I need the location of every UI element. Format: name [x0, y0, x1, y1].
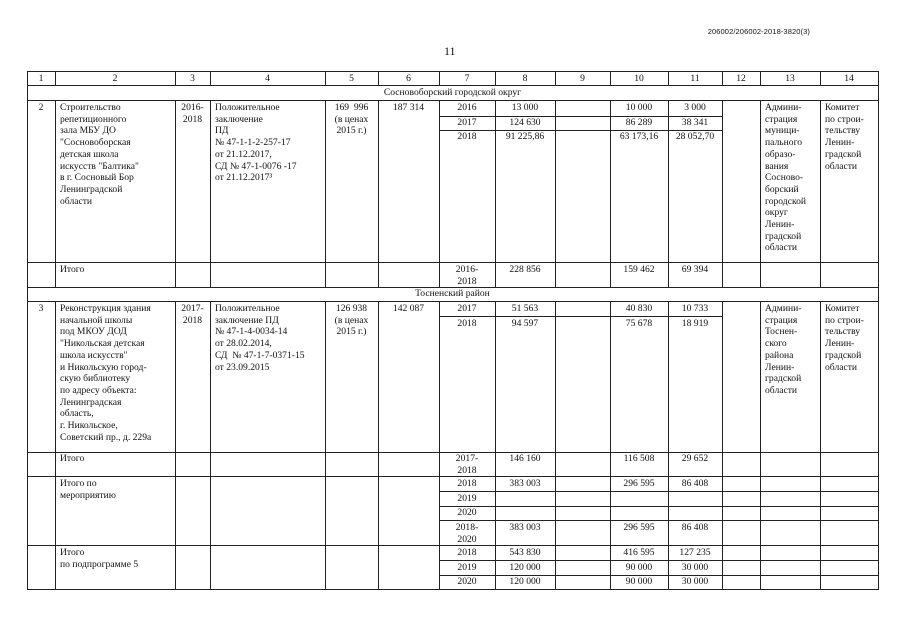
column-number-12: 12	[736, 73, 746, 84]
total-amount: 228 856	[509, 264, 541, 275]
amount-total: 124 630	[509, 117, 541, 128]
year: 2019	[457, 562, 477, 573]
total-event-label: Итого по мероприятию	[60, 478, 116, 501]
executor: Комитет по строи- тельству Ленин- градской области	[825, 102, 864, 172]
amount-regional: 86 289	[625, 117, 653, 128]
year: 2016	[457, 102, 477, 113]
amount-regional: 75 678	[625, 318, 653, 329]
amount-regional: 296 595	[623, 478, 655, 489]
amount-regional: 416 595	[623, 547, 655, 558]
column-number-1: 1	[38, 73, 44, 84]
table-rule	[210, 100, 211, 287]
table-rule	[439, 506, 879, 507]
total-subprogram-label: Итого по подпрограмме 5	[60, 547, 139, 570]
amount-total: 120 000	[509, 562, 541, 573]
section-title-sosnovoborsky: Сосновоборский городской округ	[383, 87, 522, 98]
amount-regional: 10 000	[625, 102, 653, 113]
column-number-13: 13	[785, 73, 795, 84]
table-rule	[378, 100, 379, 287]
amount-regional: 90 000	[625, 562, 653, 573]
year: 2017	[457, 117, 477, 128]
table-rule	[27, 262, 879, 263]
amount-regional: 63 173,16	[619, 131, 659, 142]
estimated-cost: 126 938 (в ценах 2015 г.)	[334, 303, 369, 338]
amount-local: 127 235	[679, 547, 711, 558]
row-number: 3	[38, 303, 44, 314]
amount-total: 13 000	[511, 102, 539, 113]
amount-local: 18 919	[681, 318, 709, 329]
document-id: 206002/206002-2018-3820(3)	[707, 27, 810, 36]
project-documents: Положительное заключение ПД № 47-1-4-0034-14 от 28.02.2014, СД № 47-1-7-0371-15 от 23.09.2015	[215, 303, 305, 373]
amount-total: 94 597	[511, 318, 539, 329]
executor: Комитет по строи- тельству Ленин- градской области	[825, 303, 864, 373]
total-years: 2017- 2018	[455, 453, 479, 476]
table-rule	[175, 100, 176, 287]
year: 2018	[457, 318, 477, 329]
table-rule	[555, 100, 556, 287]
year: 2017	[457, 303, 477, 314]
total-regional: 159 462	[623, 264, 655, 275]
amount-total: 383 003	[509, 522, 541, 533]
amount-local: 38 341	[681, 117, 709, 128]
amount-total: 51 563	[511, 303, 539, 314]
year: 2018	[457, 547, 477, 558]
column-6-value: 187 314	[392, 102, 425, 113]
year: 2018	[457, 131, 477, 142]
amount-local: 3 000	[684, 102, 706, 113]
year: 2018- 2020	[455, 522, 479, 545]
amount-regional: 296 595	[623, 522, 655, 533]
amount-total: 91 225,86	[505, 131, 545, 142]
column-number-10: 10	[634, 73, 644, 84]
total-local: 29 652	[681, 453, 709, 464]
table-rule	[27, 589, 879, 590]
table-rule	[878, 71, 879, 589]
amount-total: 383 003	[509, 478, 541, 489]
column-6-value: 142 087	[392, 303, 425, 314]
table-rule	[55, 100, 56, 287]
column-number-8: 8	[522, 73, 528, 84]
table-rule	[27, 301, 879, 302]
amount-total: 120 000	[509, 576, 541, 587]
table-rule	[439, 560, 879, 561]
total-amount: 146 160	[509, 453, 541, 464]
page-number: 11	[444, 44, 456, 58]
table-rule	[439, 316, 723, 317]
customer: Админи- страция Тоснен- ского района Ленин- градской области	[765, 303, 802, 396]
amount-local: 28 052,70	[675, 131, 715, 142]
table-rule	[439, 520, 879, 521]
column-number-9: 9	[580, 73, 585, 84]
row-number: 2	[38, 102, 44, 113]
amount-local: 30 000	[681, 562, 709, 573]
year: 2020	[457, 507, 477, 518]
column-number-7: 7	[464, 73, 470, 84]
year: 2018	[457, 478, 477, 489]
year: 2020	[457, 576, 477, 587]
amount-local: 86 408	[681, 478, 709, 489]
amount-regional: 90 000	[625, 576, 653, 587]
construction-period: 2017- 2018	[181, 303, 204, 326]
total-label: Итого	[60, 264, 85, 275]
column-number-3: 3	[190, 73, 195, 84]
construction-period: 2016- 2018	[181, 102, 204, 125]
estimated-cost: 169 996 (в ценах 2015 г.)	[334, 102, 369, 137]
object-name: Строительство репетиционного зала МБУ ДО "Сосновоборская детская школа искусств "Балтика" в г. Сосновый Бор Ленинградской области	[60, 102, 139, 207]
column-number-5: 5	[349, 73, 354, 84]
column-number-11: 11	[690, 73, 700, 84]
amount-total: 543 830	[509, 547, 541, 558]
object-name: Реконструкция здания начальной школы под МКОУ ДОД "Никольская детская школа искусств" и Никольскую город- скую библиотеку по адресу объекта: Ленинградская область, г. Никольское, Советский пр., д. 229а	[60, 303, 152, 443]
amount-local: 10 733	[681, 303, 709, 314]
total-years: 2016- 2018	[455, 264, 479, 287]
year: 2019	[457, 493, 477, 504]
total-regional: 116 508	[623, 453, 655, 464]
customer: Админи- страция муници- пального образо- вания Сосново- борский городской округ Ленин- градской области	[765, 102, 807, 254]
table-rule	[27, 100, 879, 101]
table-rule	[760, 100, 761, 287]
table-rule	[27, 71, 879, 72]
column-number-4: 4	[265, 73, 270, 84]
table-rule	[27, 71, 28, 589]
total-label: Итого	[60, 453, 85, 464]
table-rule	[27, 85, 879, 86]
table-rule	[439, 491, 879, 492]
table-rule	[820, 100, 821, 287]
project-documents: Положительное заключение ПД № 47-1-1-2-257-17 от 21.12.2017, СД № 47-1-0076 -17 от 21.12.2017³	[215, 102, 297, 184]
table-rule	[722, 100, 723, 287]
total-local: 69 394	[681, 264, 709, 275]
column-number-2: 2	[112, 73, 118, 84]
section-title-tosnensky: Тосненский район	[415, 288, 490, 299]
amount-local: 30 000	[681, 576, 709, 587]
amount-local: 86 408	[681, 522, 709, 533]
amount-regional: 40 830	[625, 303, 653, 314]
column-number-6: 6	[406, 73, 411, 84]
column-number-14: 14	[844, 73, 854, 84]
